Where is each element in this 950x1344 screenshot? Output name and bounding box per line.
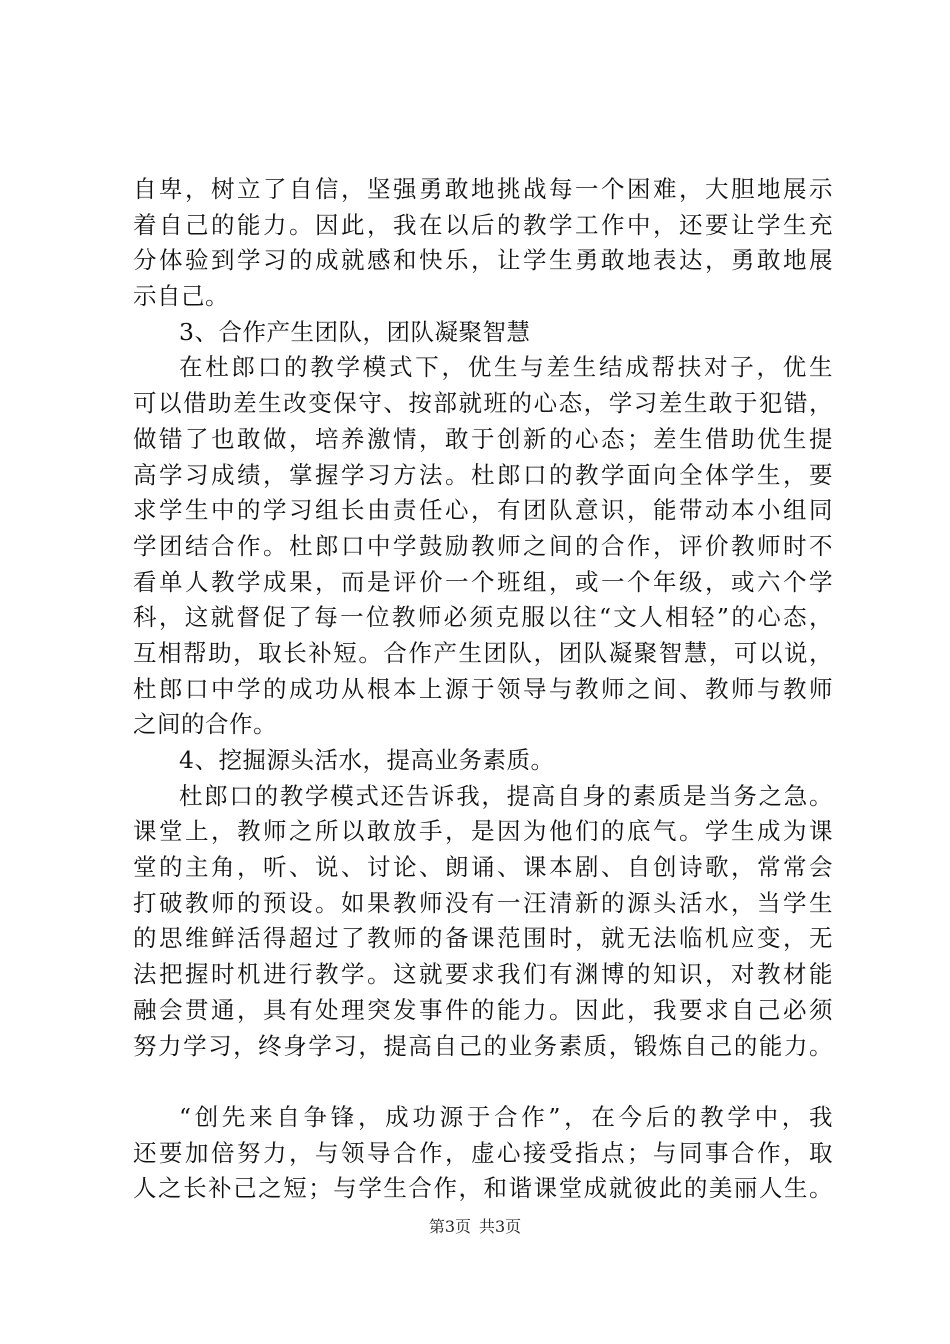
text-line: 可以借助差生改变保守、按部就班的心态，学习差生敢于犯错， (133, 389, 833, 418)
text-line: 自卑，树立了自信，坚强勇敢地挑战每一个困难，大胆地展示 (133, 175, 833, 203)
text-line: 人之长补己之短；与学生合作，和谐课堂成就彼此的美丽人生。 (133, 1174, 833, 1203)
text-line: “创先来自争锋，成功源于合作”，在今后的教学中，我 (179, 1102, 833, 1131)
text-line: 在杜郎口的教学模式下，优生与差生结成帮扶对子，优生 (179, 353, 833, 382)
text-line: 努力学习，终身学习，提高自己的业务素质，锻炼自己的能力。 (133, 1031, 833, 1060)
text-line: 看单人教学成果，而是评价一个班组，或一个年级，或六个学 (133, 567, 833, 596)
text-line: 做错了也敢做，培养激情，敢于创新的心态；差生借助优生提 (133, 424, 833, 453)
text-line: 高学习成绩，掌握学习方法。杜郎口的教学面向全体学生，要 (133, 460, 833, 489)
text-line: 杜郎口的教学模式还告诉我，提高自身的素质是当务之急。 (179, 781, 833, 810)
text-line: 科，这就督促了每一位教师必须克服以往“文人相轻”的心态， (133, 603, 833, 632)
text-line: 法把握时机进行教学。这就要求我们有渊博的知识，对教材能 (133, 960, 833, 989)
text-line: 打破教师的预设。如果教师没有一汪清新的源头活水，当学生 (133, 888, 833, 917)
page-total: 共3页 (479, 1217, 522, 1236)
text-line: 分体验到学习的成就感和快乐，让学生勇敢地表达，勇敢地展 (133, 246, 833, 275)
text-line: 之间的合作。 (133, 710, 277, 739)
text-line: 示自己。 (133, 282, 229, 311)
text-line: 杜郎口中学的成功从根本上源于领导与教师之间、教师与教师 (133, 674, 833, 703)
text-line: 还要加倍努力，与领导合作，虚心接受指点；与同事合作，取 (133, 1138, 833, 1167)
text-line: 融会贯通，具有处理突发事件的能力。因此，我要求自己必须 (133, 995, 833, 1024)
page-footer (0, 1216, 950, 1238)
section-heading: 4、挖掘源头活水，提高业务素质。 (179, 746, 555, 774)
page-number: 第3页 (428, 1217, 471, 1236)
section-heading: 3、合作产生团队，团队凝聚智慧 (179, 317, 531, 346)
paragraph-gap (133, 1064, 833, 1100)
text-line: 着自己的能力。因此，我在以后的教学工作中，还要让学生充 (133, 210, 833, 239)
text-line: 课堂上，教师之所以敢放手，是因为他们的底气。学生成为课 (133, 817, 833, 846)
text-line: 的思维鲜活得超过了教师的备课范围时，就无法临机应变，无 (133, 924, 833, 953)
text-line: 求学生中的学习组长由责任心，有团队意识，能带动本小组同 (133, 496, 833, 525)
text-line: 堂的主角，听、说、讨论、朗诵、课本剧、自创诗歌，常常会 (133, 853, 833, 882)
text-line: 学团结合作。杜郎口中学鼓励教师之间的合作，评价教师时不 (133, 531, 833, 560)
document-body (133, 172, 833, 1207)
text-line: 互相帮助，取长补短。合作产生团队，团队凝聚智慧，可以说， (133, 638, 833, 667)
